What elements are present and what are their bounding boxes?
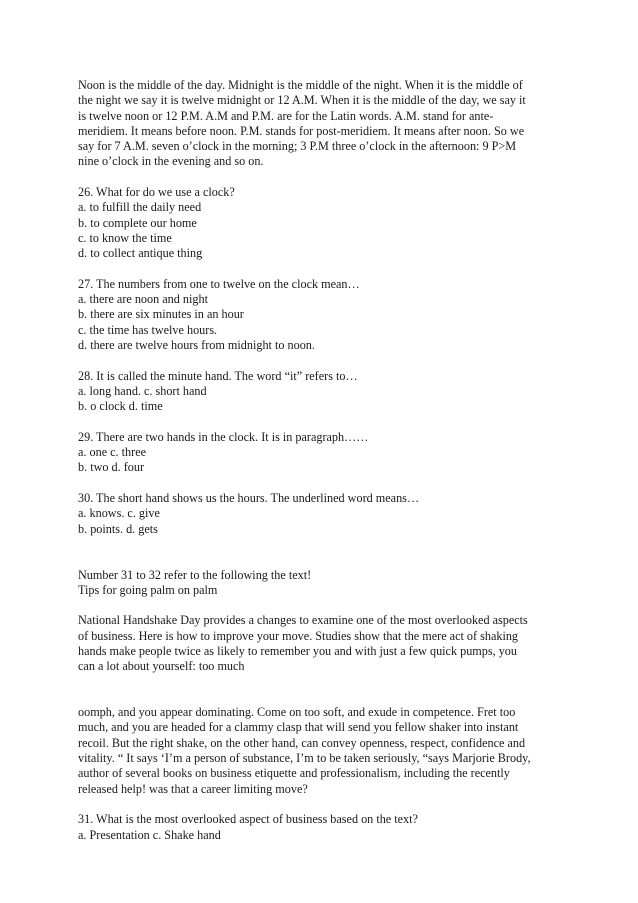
passage-line: hands make people twice as likely to remember you and with just a few quick pumps, you — [78, 643, 517, 658]
answer-option: a. there are noon and night — [78, 292, 208, 307]
question-28 — [78, 369, 568, 415]
answer-option: d. to collect antique thing — [78, 246, 203, 261]
question-text: 30. The short hand shows us the hours. The underlined word means… — [78, 491, 420, 506]
text-intro — [78, 568, 568, 599]
passage-line: the night we say it is twelve midnight or 12 A.M. When it is the middle of the day, we say it — [78, 93, 526, 108]
question-29 — [78, 430, 568, 476]
question-text: 26. What for do we use a clock? — [78, 185, 235, 200]
passage-line: author of several books on business etiquette and professionalism, including the recently — [78, 766, 510, 781]
answer-option: b. two d. four — [78, 460, 145, 475]
passage-clock — [78, 78, 568, 170]
passage-line: meridiem. It means before noon. P.M. stands for post-meridiem. It means after noon. So we — [78, 123, 525, 138]
answer-option: a. Presentation c. Shake hand — [78, 827, 221, 842]
passage-line: released help! was that a career limiting move? — [78, 781, 308, 796]
passage-line: can a lot about yourself: too much — [78, 659, 245, 674]
question-27 — [78, 277, 568, 353]
text-title: Tips for going palm on palm — [78, 582, 218, 597]
passage-line: vitality. “ It says ‘I’m a person of substance, I’m to be taken seriously, “says Marjorie Brody, — [78, 751, 531, 766]
passage-handshake-continued — [78, 705, 568, 797]
answer-option: b. to complete our home — [78, 215, 197, 230]
passage-line: National Handshake Day provides a changes to examine one of the most overlooked aspects — [78, 613, 528, 628]
passage-line: of business. Here is how to improve your move. Studies show that the mere act of shaking — [78, 628, 519, 643]
answer-option: d. there are twelve hours from midnight to noon. — [78, 338, 315, 353]
passage-line: oomph, and you appear dominating. Come on too soft, and exude in competence. Fret too — [78, 705, 516, 720]
answer-option: a. knows. c. give — [78, 506, 160, 521]
answer-option: c. to know the time — [78, 230, 172, 245]
answer-option: a. one c. three — [78, 445, 147, 460]
answer-option: a. long hand. c. short hand — [78, 383, 207, 398]
question-text: 29. There are two hands in the clock. It is in paragraph…… — [78, 429, 369, 444]
question-text: 31. What is the most overlooked aspect of business based on the text? — [78, 812, 418, 827]
intro-instruction: Number 31 to 32 refer to the following the text! — [78, 567, 312, 582]
passage-line: say for 7 A.M. seven o’clock in the morning; 3 P.M three o’clock in the afternoon: 9 P>M — [78, 139, 517, 154]
passage-line: recoil. But the right shake, on the other hand, can convey openness, respect, confidence and — [78, 735, 526, 750]
passage-line: nine o’clock in the evening and so on. — [78, 154, 264, 169]
passage-line: is twelve noon or 12 P.M. A.M and P.M. are for the Latin words. A.M. stand for ante- — [78, 108, 494, 123]
passage-line: Noon is the middle of the day. Midnight is the middle of the night. When it is the middle of — [78, 78, 523, 92]
question-26 — [78, 185, 568, 261]
passage-handshake — [78, 613, 568, 674]
question-text: 28. It is called the minute hand. The word “it” refers to… — [78, 368, 358, 383]
answer-option: c. the time has twelve hours. — [78, 322, 218, 337]
answer-option: b. there are six minutes in an hour — [78, 307, 244, 322]
passage-line: much, and you are headed for a clammy clasp that will send you fellow shaker into instant — [78, 720, 519, 735]
question-30 — [78, 491, 568, 537]
question-31 — [78, 812, 568, 843]
answer-option: b. o clock d. time — [78, 399, 163, 414]
question-text: 27. The numbers from one to twelve on the clock mean… — [78, 276, 360, 291]
answer-option: a. to fulfill the daily need — [78, 200, 202, 215]
answer-option: b. points. d. gets — [78, 521, 158, 536]
